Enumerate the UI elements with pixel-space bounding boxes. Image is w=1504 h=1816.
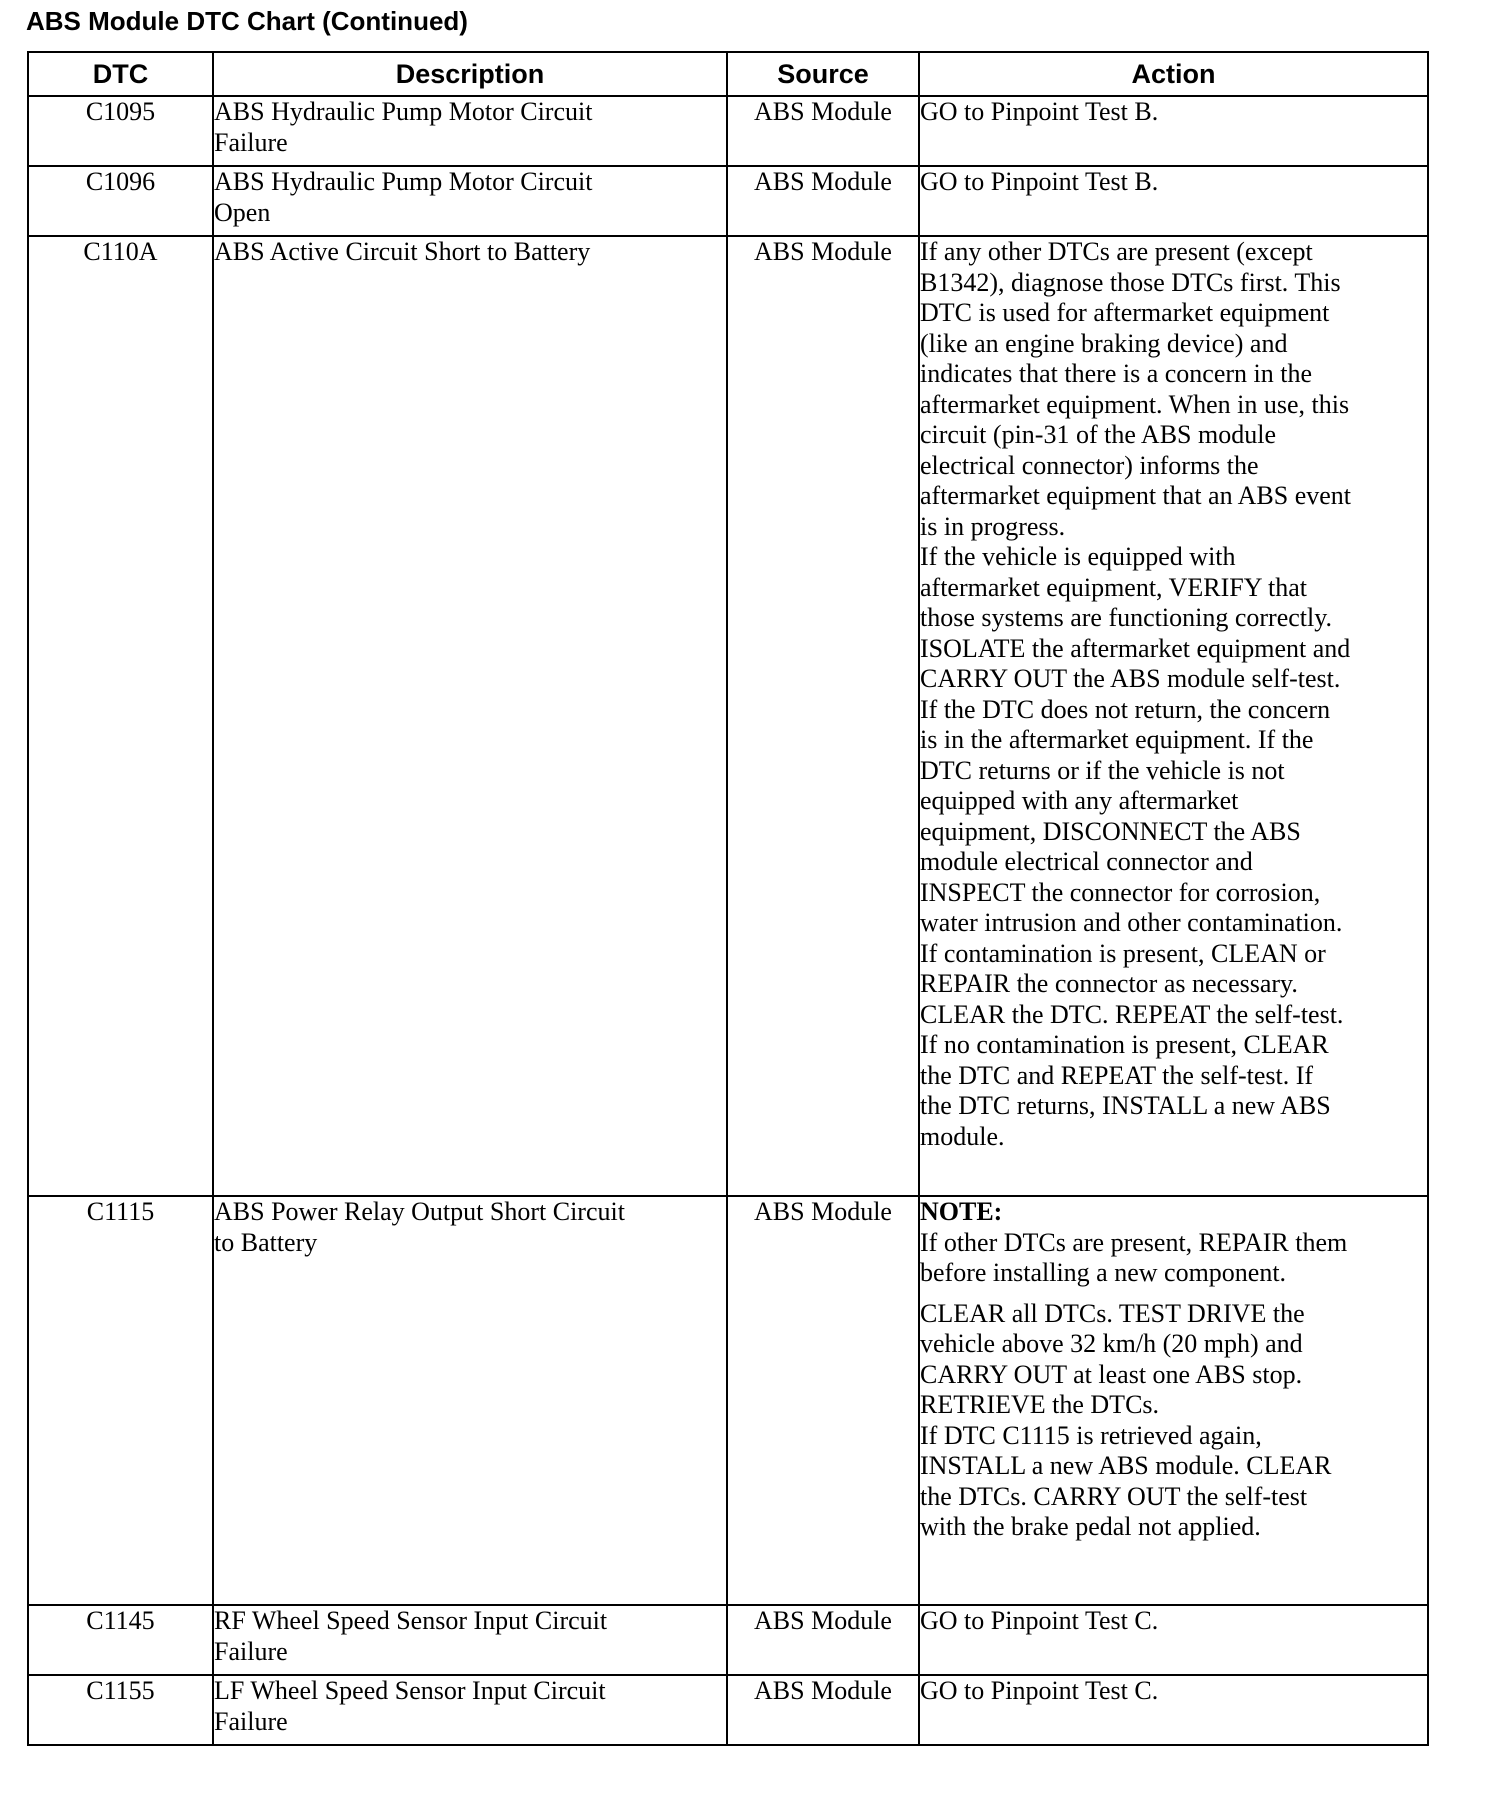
action-line: CLEAR all DTCs. TEST DRIVE the bbox=[920, 1298, 1305, 1328]
action-line: RETRIEVE the DTCs. bbox=[920, 1390, 1160, 1419]
action-line: electrical connector) informs the bbox=[920, 450, 1259, 480]
table-row bbox=[28, 96, 1428, 166]
action-line: GO to Pinpoint Test C. bbox=[920, 1676, 1159, 1705]
action-line: the DTC and REPEAT the self-test. If bbox=[920, 1060, 1314, 1090]
action-line: INSPECT the connector for corrosion, bbox=[920, 877, 1321, 907]
dtc-action bbox=[919, 236, 1428, 1196]
description-line: Failure bbox=[214, 1706, 288, 1736]
action-line: CARRY OUT the ABS module self-test. bbox=[920, 664, 1341, 693]
dtc-code: C1115 bbox=[28, 1196, 213, 1605]
note-line: If other DTCs are present, REPAIR them bbox=[920, 1227, 1348, 1257]
dtc-source: ABS Module bbox=[727, 96, 919, 166]
dtc-description bbox=[213, 236, 727, 1196]
action-line: (like an engine braking device) and bbox=[920, 328, 1288, 358]
action-line: circuit (pin-31 of the ABS module bbox=[920, 420, 1277, 449]
dtc-source: ABS Module bbox=[727, 166, 919, 236]
header-description: Description bbox=[213, 52, 727, 96]
dtc-code: C1145 bbox=[28, 1605, 213, 1675]
action-line: If contamination is present, CLEAN or bbox=[920, 938, 1326, 968]
dtc-action bbox=[919, 1196, 1428, 1605]
header-action: Action bbox=[919, 52, 1428, 96]
dtc-description bbox=[213, 1675, 727, 1745]
description-line: ABS Hydraulic Pump Motor Circuit bbox=[214, 97, 593, 126]
paragraph-gap bbox=[920, 1289, 1427, 1299]
table-row bbox=[28, 1196, 1428, 1605]
dtc-action bbox=[919, 1675, 1428, 1745]
dtc-description bbox=[213, 96, 727, 166]
table-row bbox=[28, 236, 1428, 1196]
header-dtc: DTC bbox=[28, 52, 213, 96]
action-line: is in progress. bbox=[920, 511, 1066, 541]
action-line: GO to Pinpoint Test C. bbox=[920, 1606, 1159, 1635]
description-line: Failure bbox=[214, 1636, 288, 1666]
action-line: aftermarket equipment, VERIFY that bbox=[920, 572, 1308, 602]
action-line: water intrusion and other contamination. bbox=[920, 908, 1343, 937]
description-line: RF Wheel Speed Sensor Input Circuit bbox=[214, 1606, 608, 1635]
action-line: GO to Pinpoint Test B. bbox=[920, 167, 1159, 196]
action-line: If any other DTCs are present (except bbox=[920, 237, 1313, 266]
dtc-code: C1095 bbox=[28, 96, 213, 166]
description-line: Failure bbox=[214, 127, 288, 157]
dtc-action bbox=[919, 96, 1428, 166]
description-line: ABS Power Relay Output Short Circuit bbox=[214, 1197, 625, 1226]
table-row bbox=[28, 166, 1428, 236]
description-line: to Battery bbox=[214, 1227, 318, 1257]
action-line: INSTALL a new ABS module. CLEAR bbox=[920, 1451, 1332, 1480]
action-line: B1342), diagnose those DTCs first. This bbox=[920, 267, 1341, 297]
dtc-code: C1155 bbox=[28, 1675, 213, 1745]
dtc-description bbox=[213, 1605, 727, 1675]
table-row bbox=[28, 1605, 1428, 1675]
description-line: ABS Hydraulic Pump Motor Circuit bbox=[214, 167, 593, 196]
action-line: If no contamination is present, CLEAR bbox=[920, 1030, 1329, 1059]
header-row bbox=[28, 52, 1428, 96]
dtc-source: ABS Module bbox=[727, 1196, 919, 1605]
table-row bbox=[28, 1675, 1428, 1745]
action-line: ISOLATE the aftermarket equipment and bbox=[920, 633, 1351, 663]
action-line: aftermarket equipment. When in use, this bbox=[920, 389, 1350, 419]
action-line: GO to Pinpoint Test B. bbox=[920, 97, 1159, 126]
action-line: DTC is used for aftermarket equipment bbox=[920, 298, 1330, 327]
dtc-code: C1096 bbox=[28, 166, 213, 236]
description-line: LF Wheel Speed Sensor Input Circuit bbox=[214, 1676, 606, 1705]
note-heading: NOTE: bbox=[920, 1197, 1003, 1226]
description-line: ABS Active Circuit Short to Battery bbox=[214, 237, 591, 266]
action-line: equipped with any aftermarket bbox=[920, 786, 1239, 815]
dtc-description bbox=[213, 166, 727, 236]
action-line: CLEAR the DTC. REPEAT the self-test. bbox=[920, 999, 1344, 1029]
action-line: with the brake pedal not applied. bbox=[920, 1512, 1261, 1541]
header-source: Source bbox=[727, 52, 919, 96]
dtc-source: ABS Module bbox=[727, 1605, 919, 1675]
action-line: If the vehicle is equipped with bbox=[920, 542, 1236, 571]
dtc-code: C110A bbox=[28, 236, 213, 1196]
action-line: CARRY OUT at least one ABS stop. bbox=[920, 1359, 1303, 1389]
dtc-source: ABS Module bbox=[727, 236, 919, 1196]
action-line: the DTC returns, INSTALL a new ABS bbox=[920, 1091, 1331, 1120]
dtc-action bbox=[919, 1605, 1428, 1675]
action-line: If the DTC does not return, the concern bbox=[920, 694, 1331, 724]
action-line: If DTC C1115 is retrieved again, bbox=[920, 1420, 1262, 1450]
note-line: before installing a new component. bbox=[920, 1258, 1287, 1287]
dtc-table bbox=[27, 51, 1429, 1746]
action-line: module electrical connector and bbox=[920, 847, 1253, 876]
dtc-source: ABS Module bbox=[727, 1675, 919, 1745]
description-line: Open bbox=[214, 197, 271, 227]
action-line: aftermarket equipment that an ABS event bbox=[920, 481, 1352, 510]
action-line: vehicle above 32 km/h (20 mph) and bbox=[920, 1329, 1303, 1358]
action-line: REPAIR the connector as necessary. bbox=[920, 969, 1298, 998]
action-line: indicates that there is a concern in the bbox=[920, 359, 1313, 388]
action-line: equipment, DISCONNECT the ABS bbox=[920, 816, 1301, 846]
dtc-description bbox=[213, 1196, 727, 1605]
action-line: DTC returns or if the vehicle is not bbox=[920, 755, 1285, 785]
action-line: is in the aftermarket equipment. If the bbox=[920, 725, 1314, 754]
dtc-action bbox=[919, 166, 1428, 236]
page-title: ABS Module DTC Chart (Continued) bbox=[26, 6, 468, 36]
action-line: module. bbox=[920, 1121, 1005, 1151]
action-line: those systems are functioning correctly. bbox=[920, 603, 1333, 632]
action-line: the DTCs. CARRY OUT the self-test bbox=[920, 1481, 1308, 1511]
